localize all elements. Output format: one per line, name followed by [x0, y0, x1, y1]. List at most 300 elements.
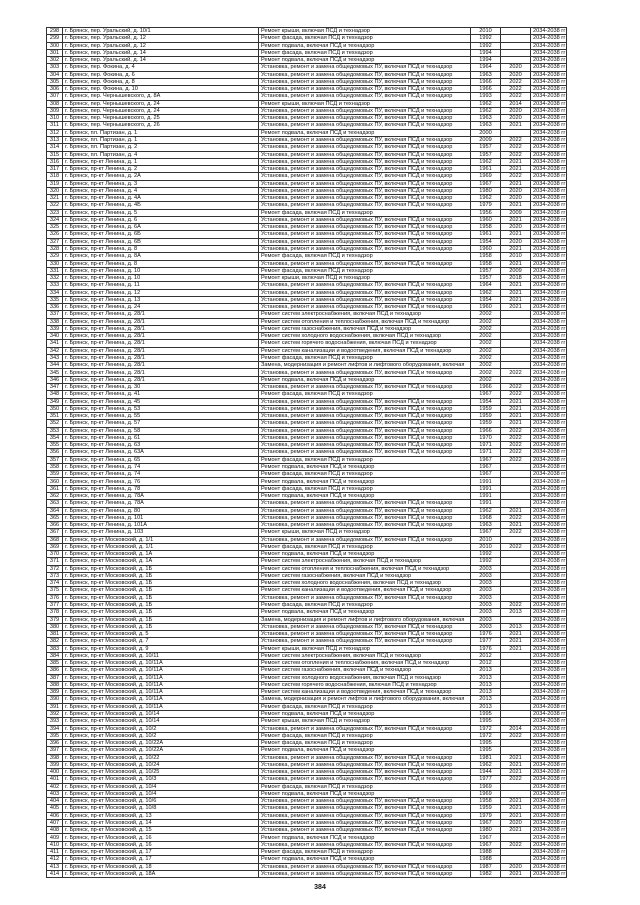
address: г. Брянск, пр-кт Ленина, д. 101	[63, 514, 259, 521]
year-last-repair	[501, 849, 531, 856]
work-type: Ремонт подвала, включая ПСД и технадзор	[259, 609, 471, 616]
work-type: Установка, ремонт и замена общедомовых ПУ, включая ПСД и технадзор	[259, 115, 471, 122]
year-last-repair: 2021	[501, 812, 531, 819]
work-type: Установка, ремонт и замена общедомовых ПУ, включая ПСД и технадзор	[259, 296, 471, 303]
year-last-repair	[501, 551, 531, 558]
address: г. Брянск, пр-кт Московский, д. 10/14	[63, 718, 259, 725]
year-last-repair: 2021	[501, 166, 531, 173]
year-built: 1967	[471, 841, 501, 848]
table-row	[47, 180, 567, 187]
row-number: 409	[47, 834, 63, 841]
year-last-repair	[501, 616, 531, 623]
table-row	[47, 413, 567, 420]
table-row	[47, 696, 567, 703]
year-last-repair	[501, 790, 531, 797]
table-row	[47, 623, 567, 630]
planned-period: 2034-2038 гг	[531, 449, 567, 456]
row-number: 313	[47, 136, 63, 143]
address: г. Брянск, пр-кт Московский, д. 10/2	[63, 732, 259, 739]
year-built: 1992	[471, 42, 501, 49]
planned-period: 2034-2038 гг	[531, 115, 567, 122]
year-built: 2013	[471, 667, 501, 674]
address: г. Брянск, пр-кт Московский, д. 7	[63, 638, 259, 645]
repair-plan-table	[46, 27, 567, 878]
planned-period: 2034-2038 гг	[531, 340, 567, 347]
table-row	[47, 819, 567, 826]
table-row	[47, 129, 567, 136]
planned-period: 2034-2038 гг	[531, 304, 567, 311]
row-number: 392	[47, 710, 63, 717]
year-last-repair	[501, 325, 531, 332]
year-built: 1963	[471, 115, 501, 122]
work-type: Ремонт систем канализации и водоотведения, включая ПСД и технадзор	[259, 347, 471, 354]
table-row	[47, 834, 567, 841]
row-number: 355	[47, 442, 63, 449]
work-type: Ремонт фасада, включая ПСД и технадзор	[259, 253, 471, 260]
row-number: 334	[47, 289, 63, 296]
table-row	[47, 856, 567, 863]
year-built: 1980	[471, 187, 501, 194]
planned-period: 2034-2038 гг	[531, 384, 567, 391]
row-number: 348	[47, 391, 63, 398]
planned-period: 2034-2038 гг	[531, 144, 567, 151]
work-type: Установка, ремонт и замена общедомовых ПУ, включая ПСД и технадзор	[259, 384, 471, 391]
planned-period: 2034-2038 гг	[531, 202, 567, 209]
row-number: 379	[47, 616, 63, 623]
address: г. Брянск, пр-кт Ленина, д. 28/1	[63, 311, 259, 318]
year-built: 1959	[471, 420, 501, 427]
year-last-repair: 2020	[501, 224, 531, 231]
year-built: 1976	[471, 631, 501, 638]
work-type: Ремонт крыши, включая ПСД и технадзор	[259, 529, 471, 536]
year-built: 1967	[471, 180, 501, 187]
planned-period: 2034-2038 гг	[531, 362, 567, 369]
work-type: Установка, ремонт и замена общедомовых ПУ, включая ПСД и технадзор	[259, 195, 471, 202]
address: г. Брянск, пр-кт Московский, д. 1/1	[63, 536, 259, 543]
table-row	[47, 93, 567, 100]
work-type: Ремонт подвала, включая ПСД и технадзор	[259, 478, 471, 485]
address: г. Брянск, пр-кт Ленина, д. 78	[63, 485, 259, 492]
year-last-repair	[501, 696, 531, 703]
year-built: 2013	[471, 681, 501, 688]
address: г. Брянск, пр-кт Ленина, д. 6А	[63, 224, 259, 231]
row-number: 394	[47, 725, 63, 732]
row-number: 384	[47, 652, 63, 659]
row-number: 350	[47, 405, 63, 412]
year-last-repair: 2021	[501, 122, 531, 129]
table-row	[47, 158, 567, 165]
address: г. Брянск, пер. Уральский, д. 14	[63, 57, 259, 64]
year-built: 1981	[471, 754, 501, 761]
row-number: 321	[47, 195, 63, 202]
year-last-repair	[501, 35, 531, 42]
planned-period: 2034-2038 гг	[531, 747, 567, 754]
address: г. Брянск, пр-кт Московский, д. 10/22	[63, 754, 259, 761]
address: г. Брянск, пр-кт Московский, д. 10/11А	[63, 681, 259, 688]
address: г. Брянск, пр-кт Ленина, д. 6	[63, 216, 259, 223]
address: г. Брянск, пр-кт Московский, д. 15	[63, 827, 259, 834]
year-built: 1966	[471, 427, 501, 434]
address: г. Брянск, пр-кт Ленина, д. 28/1	[63, 347, 259, 354]
table-row	[47, 761, 567, 768]
planned-period: 2034-2038 гг	[531, 623, 567, 630]
planned-period: 2034-2038 гг	[531, 434, 567, 441]
planned-period: 2034-2038 гг	[531, 478, 567, 485]
table-row	[47, 710, 567, 717]
table-row	[47, 35, 567, 42]
work-type: Ремонт крыши, включая ПСД и технадзор	[259, 100, 471, 107]
year-built: 1967	[471, 456, 501, 463]
year-last-repair: 2022	[501, 78, 531, 85]
planned-period: 2034-2038 гг	[531, 601, 567, 608]
address: г. Брянск, пр-кт Ленина, д. 5	[63, 209, 259, 216]
year-built: 2002	[471, 362, 501, 369]
work-type: Ремонт систем отопления и теплоснабжения, включая ПСД и технадзор	[259, 660, 471, 667]
address: г. Брянск, пр-кт Московский, д. 10/11А	[63, 660, 259, 667]
planned-period: 2034-2038 гг	[531, 260, 567, 267]
planned-period: 2034-2038 гг	[531, 64, 567, 71]
address: г. Брянск, пр-кт Ленина, д. 13	[63, 296, 259, 303]
planned-period: 2034-2038 гг	[531, 289, 567, 296]
work-type: Установка, ремонт и замена общедомовых ПУ, включая ПСД и технадзор	[259, 420, 471, 427]
row-number: 400	[47, 769, 63, 776]
table-row	[47, 347, 567, 354]
table-row	[47, 790, 567, 797]
year-built: 1988	[471, 856, 501, 863]
address: г. Брянск, пр-кт Ленина, д. 2А	[63, 173, 259, 180]
year-built: 1976	[471, 645, 501, 652]
address: г. Брянск, пр-кт Московский, д. 10/11А	[63, 667, 259, 674]
address: г. Брянск, пр-кт Ленина, д. 41	[63, 391, 259, 398]
planned-period: 2034-2038 гг	[531, 86, 567, 93]
work-type: Установка, ремонт и замена общедомовых ПУ, включая ПСД и технадзор	[259, 224, 471, 231]
year-last-repair	[501, 311, 531, 318]
address: г. Брянск, пр-кт Ленина, д. 63А	[63, 449, 259, 456]
planned-period: 2034-2038 гг	[531, 587, 567, 594]
table-row	[47, 398, 567, 405]
year-last-repair: 2020	[501, 187, 531, 194]
planned-period: 2034-2038 гг	[531, 413, 567, 420]
planned-period: 2034-2038 гг	[531, 267, 567, 274]
planned-period: 2034-2038 гг	[531, 311, 567, 318]
address: г. Брянск, пр-кт Ленина, д. 30	[63, 384, 259, 391]
row-number: 354	[47, 434, 63, 441]
year-built: 1967	[471, 471, 501, 478]
address: г. Брянск, пр-кт Ленина, д. 1	[63, 158, 259, 165]
work-type: Установка, ремонт и замена общедомовых ПУ, включая ПСД и технадзор	[259, 623, 471, 630]
row-number: 414	[47, 870, 63, 877]
planned-period: 2034-2038 гг	[531, 275, 567, 282]
work-type: Установка, ремонт и замена общедомовых ПУ, включая ПСД и технадзор	[259, 238, 471, 245]
year-built: 1982	[471, 870, 501, 877]
year-built: 1954	[471, 398, 501, 405]
planned-period: 2034-2038 гг	[531, 645, 567, 652]
address: г. Брянск, пер. Фокина, д. 4	[63, 64, 259, 71]
row-number: 401	[47, 776, 63, 783]
table-row	[47, 529, 567, 536]
row-number: 317	[47, 166, 63, 173]
planned-period: 2034-2038 гг	[531, 558, 567, 565]
table-row	[47, 507, 567, 514]
year-last-repair: 2021	[501, 761, 531, 768]
row-number: 299	[47, 35, 63, 42]
address: г. Брянск, пер. Фокина, д. 8	[63, 78, 259, 85]
address: г. Брянск, пр-кт Московский, д. 1Б	[63, 609, 259, 616]
planned-period: 2034-2038 гг	[531, 754, 567, 761]
row-number: 397	[47, 747, 63, 754]
year-built: 2002	[471, 369, 501, 376]
work-type: Установка, ремонт и замена общедомовых ПУ, включая ПСД и технадзор	[259, 158, 471, 165]
table-row	[47, 754, 567, 761]
address: г. Брянск, пр-кт Ленина, д. 103	[63, 529, 259, 536]
table-row	[47, 296, 567, 303]
year-last-repair: 2018	[501, 275, 531, 282]
work-type: Ремонт систем канализации и водоотведения, включая ПСД и технадзор	[259, 587, 471, 594]
address: г. Брянск, пр-кт Московский, д. 10/11А	[63, 703, 259, 710]
planned-period: 2034-2038 гг	[531, 616, 567, 623]
address: г. Брянск, пр-кт Ленина, д. 4А	[63, 195, 259, 202]
row-number: 366	[47, 522, 63, 529]
year-last-repair	[501, 681, 531, 688]
row-number: 322	[47, 202, 63, 209]
planned-period: 2034-2038 гг	[531, 231, 567, 238]
table-row	[47, 572, 567, 579]
planned-period: 2034-2038 гг	[531, 427, 567, 434]
address: г. Брянск, пр-кт Ленина, д. 10	[63, 267, 259, 274]
table-row	[47, 144, 567, 151]
year-last-repair: 2022	[501, 442, 531, 449]
work-type: Ремонт систем горячего водоснабжения, включая ПСД и технадзор	[259, 340, 471, 347]
address: г. Брянск, пер. Уральский, д. 10/1	[63, 28, 259, 35]
work-type: Установка, ремонт и замена общедомовых ПУ, включая ПСД и технадзор	[259, 166, 471, 173]
year-built: 1962	[471, 107, 501, 114]
table-row	[47, 740, 567, 747]
table-row	[47, 304, 567, 311]
row-number: 357	[47, 456, 63, 463]
year-last-repair: 2021	[501, 231, 531, 238]
row-number: 342	[47, 347, 63, 354]
address: г. Брянск, пр-кт Ленина, д. 28/1	[63, 362, 259, 369]
work-type: Установка, ремонт и замена общедомовых ПУ, включая ПСД и технадзор	[259, 216, 471, 223]
year-last-repair: 2022	[501, 776, 531, 783]
work-type: Установка, ремонт и замена общедомовых ПУ, включая ПСД и технадзор	[259, 180, 471, 187]
table-row	[47, 318, 567, 325]
table-row	[47, 57, 567, 64]
year-last-repair: 2022	[501, 384, 531, 391]
planned-period: 2034-2038 гг	[531, 718, 567, 725]
work-type: Ремонт систем холодного водоснабжения, включая ПСД и технадзор	[259, 333, 471, 340]
address: г. Брянск, пр-кт Ленина, д. 78А	[63, 500, 259, 507]
address: г. Брянск, пр-кт Московский, д. 10/3	[63, 776, 259, 783]
year-built: 1991	[471, 493, 501, 500]
year-built: 1995	[471, 747, 501, 754]
work-type: Ремонт фасада, включая ПСД и технадзор	[259, 783, 471, 790]
year-built: 1967	[471, 834, 501, 841]
planned-period: 2034-2038 гг	[531, 849, 567, 856]
row-number: 327	[47, 238, 63, 245]
table-row	[47, 340, 567, 347]
work-type: Ремонт подвала, включая ПСД и технадзор	[259, 493, 471, 500]
planned-period: 2034-2038 гг	[531, 158, 567, 165]
work-type: Установка, ремонт и замена общедомовых ПУ, включая ПСД и технадзор	[259, 144, 471, 151]
work-type: Установка, ремонт и замена общедомовых ПУ, включая ПСД и технадзор	[259, 776, 471, 783]
planned-period: 2034-2038 гг	[531, 136, 567, 143]
row-number: 307	[47, 93, 63, 100]
work-type: Ремонт фасада, включая ПСД и технадзор	[259, 703, 471, 710]
year-last-repair: 2022	[501, 136, 531, 143]
table-row	[47, 275, 567, 282]
address: г. Брянск, пр-кт Ленина, д. 57	[63, 420, 259, 427]
planned-period: 2034-2038 гг	[531, 238, 567, 245]
planned-period: 2034-2038 гг	[531, 551, 567, 558]
year-built: 1971	[471, 442, 501, 449]
table-row	[47, 812, 567, 819]
row-number: 377	[47, 601, 63, 608]
planned-period: 2034-2038 гг	[531, 57, 567, 64]
year-built: 2013	[471, 689, 501, 696]
address: г. Брянск, пр-кт Ленина, д. 28/1	[63, 318, 259, 325]
work-type: Ремонт систем газоснабжения, включая ПСД и технадзор	[259, 572, 471, 579]
table-row	[47, 376, 567, 383]
work-type: Ремонт подвала, включая ПСД и технадзор	[259, 710, 471, 717]
table-row	[47, 100, 567, 107]
address: г. Брянск, пр-кт Московский, д. 10/22А	[63, 740, 259, 747]
work-type: Установка, ремонт и замена общедомовых ПУ, включая ПСД и технадзор	[259, 289, 471, 296]
year-built: 1959	[471, 405, 501, 412]
work-type: Ремонт подвала, включая ПСД и технадзор	[259, 42, 471, 49]
year-built: 1988	[471, 849, 501, 856]
work-type: Установка, ремонт и замена общедомовых ПУ, включая ПСД и технадзор	[259, 442, 471, 449]
row-number: 413	[47, 863, 63, 870]
table-row	[47, 536, 567, 543]
address: г. Брянск, пр-кт Московский, д. 13	[63, 812, 259, 819]
table-row	[47, 667, 567, 674]
work-type: Ремонт систем электроснабжения, включая ПСД и технадзор	[259, 558, 471, 565]
table-row	[47, 86, 567, 93]
work-type: Ремонт систем электроснабжения, включая ПСД и технадзор	[259, 311, 471, 318]
year-last-repair: 2020	[501, 71, 531, 78]
year-last-repair: 2022	[501, 841, 531, 848]
address: г. Брянск, пр-кт Московский, д. 10/11	[63, 652, 259, 659]
planned-period: 2034-2038 гг	[531, 100, 567, 107]
year-last-repair: 2022	[501, 434, 531, 441]
planned-period: 2034-2038 гг	[531, 609, 567, 616]
address: г. Брянск, пр-кт Московский, д. 1Б	[63, 623, 259, 630]
row-number: 324	[47, 216, 63, 223]
year-last-repair	[501, 49, 531, 56]
address: г. Брянск, пр-кт Ленина, д. 74	[63, 463, 259, 470]
address: г. Брянск, пр-кт Московский, д. 1Б	[63, 601, 259, 608]
address: г. Брянск, пр-кт Московский, д. 10/11А	[63, 674, 259, 681]
year-built: 2003	[471, 594, 501, 601]
row-number: 351	[47, 413, 63, 420]
year-last-repair	[501, 587, 531, 594]
row-number: 399	[47, 761, 63, 768]
planned-period: 2034-2038 гг	[531, 660, 567, 667]
year-last-repair	[501, 667, 531, 674]
year-last-repair: 2021	[501, 507, 531, 514]
work-type: Установка, ремонт и замена общедомовых ПУ, включая ПСД и технадзор	[259, 514, 471, 521]
table-row	[47, 449, 567, 456]
planned-period: 2034-2038 гг	[531, 543, 567, 550]
row-number: 402	[47, 783, 63, 790]
address: г. Брянск, пл. Партизан, д. 2	[63, 144, 259, 151]
planned-period: 2034-2038 гг	[531, 863, 567, 870]
year-last-repair	[501, 783, 531, 790]
row-number: 303	[47, 64, 63, 71]
planned-period: 2034-2038 гг	[531, 187, 567, 194]
work-type: Установка, ремонт и замена общедомовых ПУ, включая ПСД и технадзор	[259, 369, 471, 376]
table-row	[47, 282, 567, 289]
row-number: 340	[47, 333, 63, 340]
work-type: Замена, модернизация и ремонт лифтов и лифтового оборудования, включая	[259, 696, 471, 703]
work-type: Установка, ремонт и замена общедомовых ПУ, включая ПСД и технадзор	[259, 245, 471, 252]
year-last-repair: 2021	[501, 870, 531, 877]
address: г. Брянск, пр-кт Московский, д. 1Б	[63, 616, 259, 623]
address: г. Брянск, пр-кт Ленина, д. 6Б	[63, 231, 259, 238]
table-row	[47, 841, 567, 848]
year-last-repair	[501, 129, 531, 136]
row-number: 381	[47, 631, 63, 638]
planned-period: 2034-2038 гг	[531, 500, 567, 507]
work-type: Ремонт фасада, включая ПСД и технадзор	[259, 391, 471, 398]
work-type: Ремонт фасада, включая ПСД и технадзор	[259, 35, 471, 42]
year-built: 2013	[471, 696, 501, 703]
address: г. Брянск, пр-кт Московский, д. 1Б	[63, 565, 259, 572]
year-last-repair	[501, 354, 531, 361]
table-row	[47, 798, 567, 805]
work-type: Замена, модернизация и ремонт лифтов и лифтового оборудования, включая	[259, 362, 471, 369]
planned-period: 2034-2038 гг	[531, 180, 567, 187]
year-last-repair: 2022	[501, 529, 531, 536]
work-type: Установка, ремонт и замена общедомовых ПУ, включая ПСД и технадзор	[259, 841, 471, 848]
row-number: 412	[47, 856, 63, 863]
address: г. Брянск, пр-кт Московский, д. 10/11А	[63, 696, 259, 703]
row-number: 300	[47, 42, 63, 49]
address: г. Брянск, пр-кт Ленина, д. 10	[63, 275, 259, 282]
year-last-repair: 2022	[501, 86, 531, 93]
row-number: 298	[47, 28, 63, 35]
row-number: 405	[47, 805, 63, 812]
year-built: 1991	[471, 485, 501, 492]
table-row	[47, 601, 567, 608]
year-built: 1967	[471, 391, 501, 398]
table-row	[47, 405, 567, 412]
year-built: 1962	[471, 100, 501, 107]
planned-period: 2034-2038 гг	[531, 129, 567, 136]
row-number: 395	[47, 732, 63, 739]
table-row	[47, 522, 567, 529]
address: г. Брянск, пр-кт Ленина, д. 28/1	[63, 369, 259, 376]
table-row	[47, 471, 567, 478]
row-number: 411	[47, 849, 63, 856]
planned-period: 2034-2038 гг	[531, 834, 567, 841]
planned-period: 2034-2038 гг	[531, 253, 567, 260]
address: г. Брянск, пр-кт Московский, д. 9	[63, 645, 259, 652]
work-type: Установка, ремонт и замена общедомовых ПУ, включая ПСД и технадзор	[259, 187, 471, 194]
work-type: Ремонт фасада, включая ПСД и технадзор	[259, 49, 471, 56]
address: г. Брянск, пр-кт Ленина, д. 74	[63, 471, 259, 478]
planned-period: 2034-2038 гг	[531, 652, 567, 659]
table-row	[47, 78, 567, 85]
work-type: Установка, ремонт и замена общедомовых ПУ, включая ПСД и технадзор	[259, 870, 471, 877]
work-type: Установка, ремонт и замена общедомовых ПУ, включая ПСД и технадзор	[259, 434, 471, 441]
planned-period: 2034-2038 гг	[531, 580, 567, 587]
year-last-repair: 2022	[501, 173, 531, 180]
planned-period: 2034-2038 гг	[531, 710, 567, 717]
year-built: 1962	[471, 195, 501, 202]
address: г. Брянск, пл. Партизан, д. 1	[63, 129, 259, 136]
